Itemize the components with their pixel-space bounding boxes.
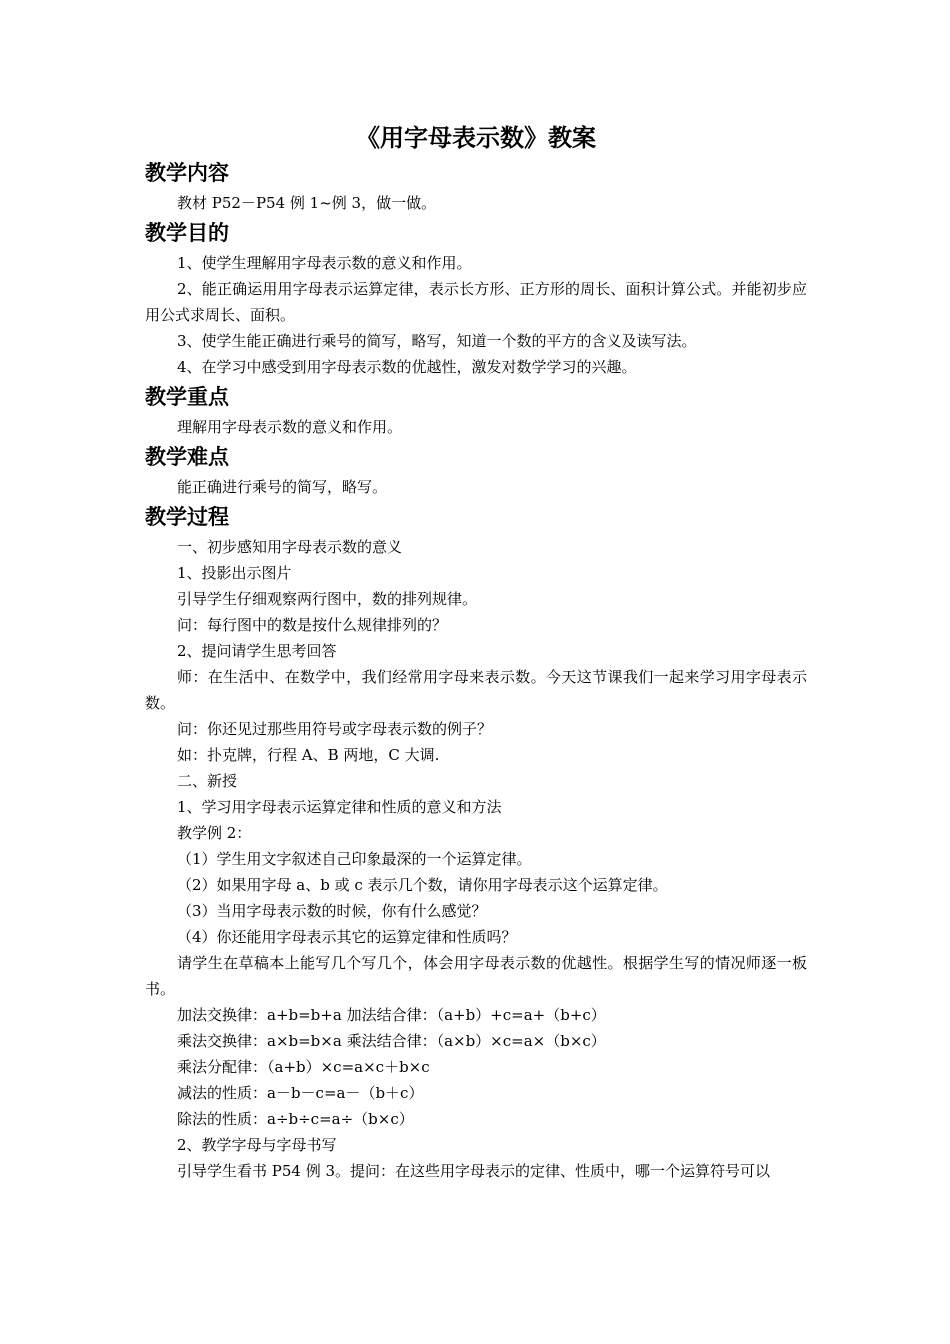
paragraph: （2）如果用字母 a、b 或 c 表示几个数，请你用字母表示这个运算定律。 (177, 876, 668, 894)
paragraph: 教材 P52－P54 例 1~例 3，做一做。 (177, 194, 437, 212)
formula-line: 减法的性质：a－b－c=a－（b＋c） (177, 1084, 424, 1102)
paragraph: 二、新授 (177, 772, 238, 790)
paragraph: 一、初步感知用字母表示数的意义 (177, 538, 403, 556)
paragraph: 如：扑克牌，行程 A、B 两地，C 大调. (177, 746, 440, 764)
paragraph: 教学例 2： (177, 824, 252, 842)
document-page (145, 118, 807, 1184)
paragraph: 引导学生看书 P54 例 3。提问：在这些用字母表示的定律、性质中，哪一个运算符号可以 (177, 1162, 771, 1180)
paragraph: 理解用字母表示数的意义和作用。 (177, 418, 403, 436)
paragraph: 问：你还见过那些用符号或字母表示数的例子？ (177, 720, 493, 738)
paragraph: 1、投影出示图片 (177, 564, 292, 582)
paragraph: （1）学生用文字叙述自己印象最深的一个运算定律。 (177, 850, 532, 868)
formula-line: 加法交换律：a+b=b+a 加法结合律：（a+b）+c=a+（b+c） (177, 1006, 606, 1024)
paragraph: 问：每行图中的数是按什么规律排列的？ (177, 616, 448, 634)
paragraph: 师：在生活中、在数学中，我们经常用字母来表示数。今天这节课我们一起来学习用字母表示数。 (145, 668, 807, 712)
paragraph: （3）当用字母表示数的时候，你有什么感觉？ (177, 902, 487, 920)
paragraph: 请学生在草稿本上能写几个写几个，体会用字母表示数的优越性。根据学生写的情况师逐一板书。 (145, 954, 807, 998)
heading-key: 教学重点 (145, 385, 229, 409)
heading-goals: 教学目的 (145, 221, 229, 245)
heading-content: 教学内容 (145, 161, 229, 185)
paragraph: 3、使学生能正确进行乘号的简写，略写，知道一个数的平方的含义及读写法。 (177, 332, 697, 350)
paragraph: 4、在学习中感受到用字母表示数的优越性，激发对数学学习的兴趣。 (177, 358, 637, 376)
paragraph: 能正确进行乘号的简写，略写。 (177, 478, 388, 496)
formula-line: 乘法分配律：（a+b）×c=a×c＋b×c (177, 1058, 430, 1076)
heading-difficulty: 教学难点 (145, 445, 229, 469)
heading-process: 教学过程 (145, 505, 229, 529)
paragraph: 引导学生仔细观察两行图中，数的排列规律。 (177, 590, 478, 608)
paragraph: 2、教学字母与字母书写 (177, 1136, 337, 1154)
formula-line: 乘法交换律：a×b=b×a 乘法结合律：（a×b）×c=a×（b×c） (177, 1032, 606, 1050)
paragraph: （4）你还能用字母表示其它的运算定律和性质吗？ (177, 928, 517, 946)
formula-line: 除法的性质：a÷b÷c=a÷（b×c） (177, 1110, 414, 1128)
paragraph: 2、能正确运用用字母表示运算定律，表示长方形、正方形的周长、面积计算公式。并能初步应用公式求周长、面积。 (145, 280, 807, 324)
paragraph: 2、提问请学生思考回答 (177, 642, 337, 660)
paragraph: 1、学习用字母表示运算定律和性质的意义和方法 (177, 798, 502, 816)
document-title: 《用字母表示数》教案 (356, 124, 596, 152)
paragraph: 1、使学生理解用字母表示数的意义和作用。 (177, 254, 472, 272)
